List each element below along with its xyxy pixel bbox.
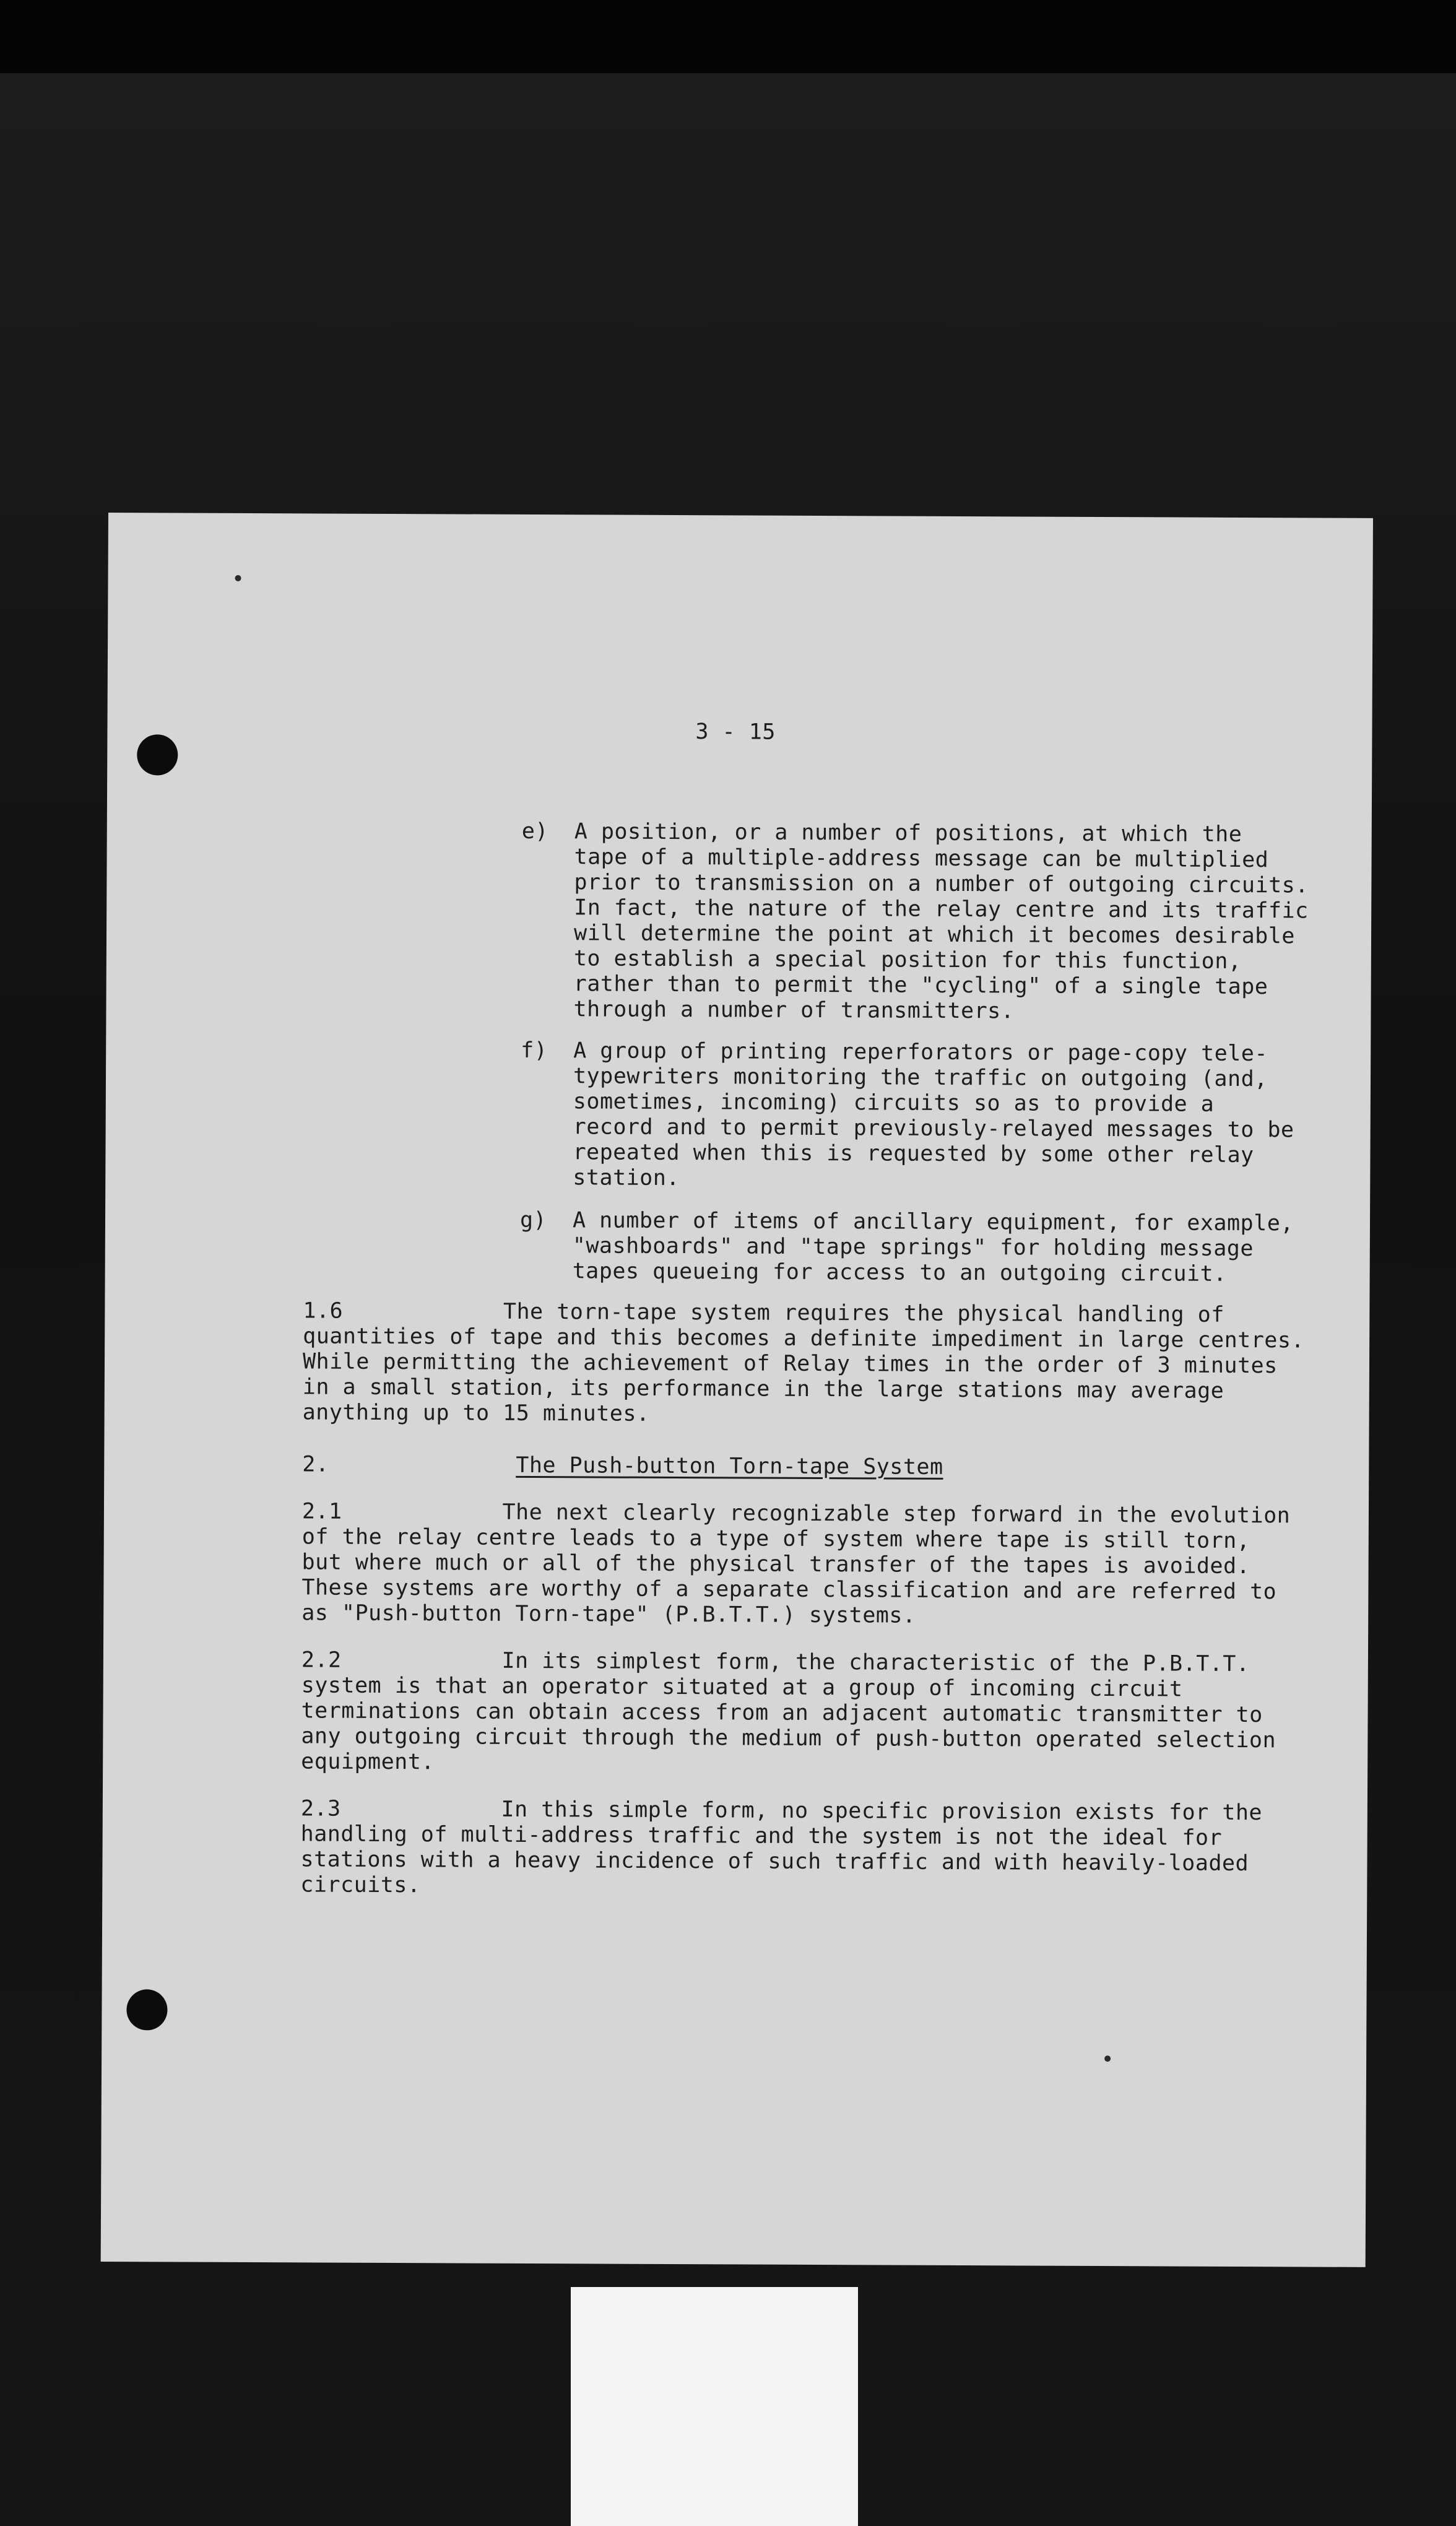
list-item-text-e: A position, or a number of positions, at which the tape of a multiple-address message can be multiplied prior to transmission on a number of outgoing circuits. In fact, the nature of the relay centre and its traffic will determine the point at which it becomes desirable to establish a special position for this function, rather than to permit the "cycling" of a single tape through a number of transmitters.: [573, 819, 1309, 1024]
punch-hole-top: [137, 734, 178, 775]
list-item-marker-f: f): [521, 1038, 548, 1064]
paragraph-2-3: 2.3 In this simple form, no specific provision exists for the handling of multi-address traffic and the system is not the ideal for stations with a heavy incidence of such traffic and with heavily-loaded circuits.: [300, 1796, 1263, 1898]
page-number: 3 - 15: [695, 719, 776, 745]
blank-label-card: [571, 2287, 858, 2526]
paragraph-2-1: 2.1 The next clearly recognizable step forward in the evolution of the relay centre leads to a type of system where tape is still torn, but where much or all of the physical transfer of the tapes is avoided. These systems are worthy of a separate classification and are referred to as "Push-button Torn-tape" (P.B.T.T.) systems.: [301, 1499, 1291, 1628]
paragraph-1-6: 1.6 The torn-tape system requires the physical handling of quantities of tape and this becomes a definite impediment in large centres. While permitting the achievement of Relay times in the order of 3 minutes in a small station, its performance in the large stations may average anything up to 15 minutes.: [302, 1298, 1305, 1426]
list-item-marker-e: e): [521, 818, 549, 844]
list-item-marker-g: g): [519, 1207, 547, 1233]
section-number: 2.: [302, 1452, 329, 1477]
dust-speck: [235, 575, 241, 581]
punch-hole-bottom: [126, 1989, 167, 2030]
scanner-top-band: [0, 0, 1456, 73]
document-page: [101, 513, 1373, 2267]
paragraph-2-2: 2.2 In its simplest form, the characteristic of the P.B.T.T. system is that an operator situated at a group of incoming circuit terminations can obtain access from an adjacent automatic transmitter to any outgoing circuit through the medium of push-button operated selection equipment.: [301, 1647, 1276, 1775]
section-heading: The Push-button Torn-tape System: [516, 1452, 943, 1480]
list-item-text-g: A number of items of ancillary equipment, for example, "washboards" and "tape springs" for holding message tapes queueing for access to an outgoing circuit.: [572, 1208, 1294, 1287]
dust-speck: [1104, 2055, 1111, 2062]
list-item-text-f: A group of printing reperforators or page-copy tele- typewriters monitoring the traffic on outgoing (and, sometimes, incoming) circuits so as to provide a record and to permit previously-relayed messages to be repeated when this is requested by some other relay station.: [573, 1038, 1294, 1191]
